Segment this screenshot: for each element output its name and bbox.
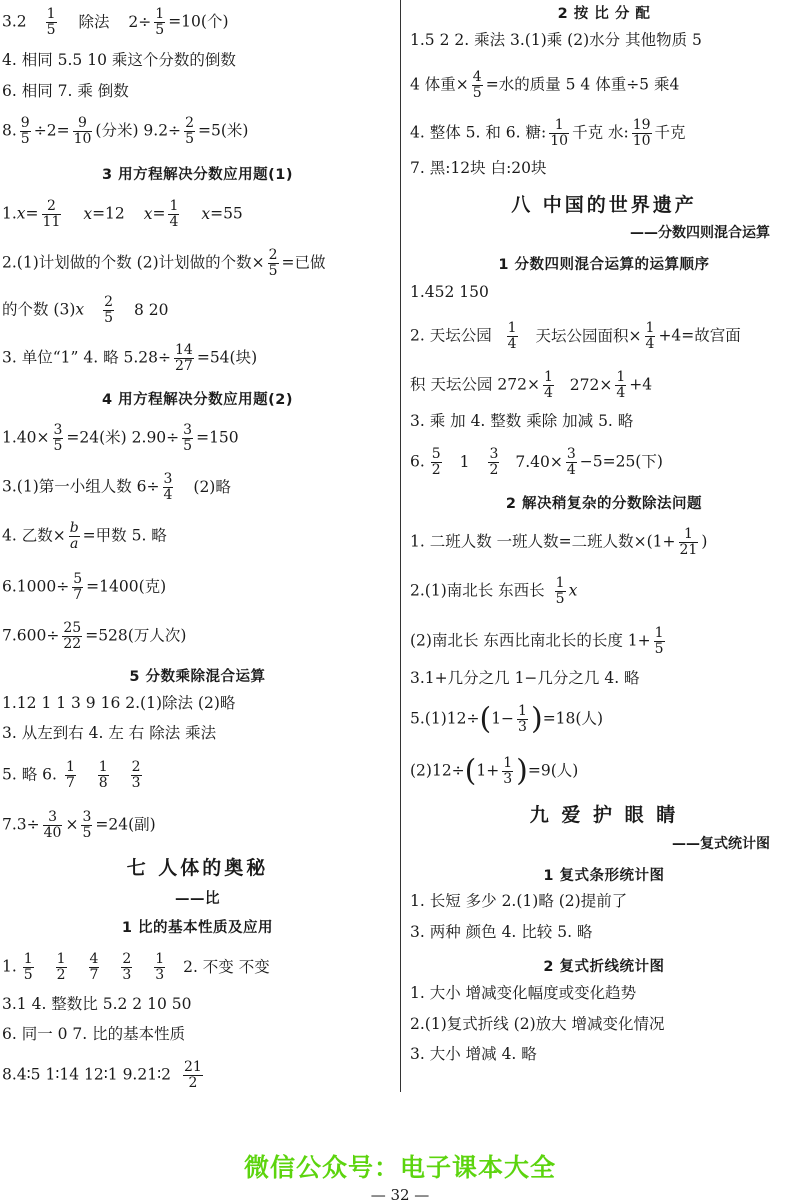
answer-line: 3. 从左到右 4. 左 右 除法 乘法	[2, 724, 217, 742]
unit-subtitle: ——复式统计图	[672, 836, 770, 852]
answer-line: 4 体重× $\frac{4}{5}$ =水的质量 5 4 体重÷5 乘4	[410, 69, 680, 101]
answer-line: 3. 单位“1” 4. 略 5.28÷ $\frac{14}{27}$ =54(块)	[2, 342, 258, 374]
unit-subtitle: ——分数四则混合运算	[630, 225, 770, 241]
answer-line: 8.4∶5 1∶14 12∶1 9.21∶2 $\frac{21}{2}$	[2, 1059, 202, 1091]
answer-line: 8. $\frac{9}{5}$ ÷2= $\frac{9}{10}$ (分米) 9.2÷ $\frac{2}{5}$ =5(米)	[2, 115, 249, 147]
answer-line: 7.600÷ $\frac{25}{22}$ =528(万人次)	[2, 620, 187, 652]
answer-line: 1.452 150	[410, 283, 489, 301]
answer-line: 3.(1)第一小组人数 6÷ $\frac{3}{4}$ (2)略	[2, 471, 231, 503]
answer-line: 3. 大小 增减 4. 略	[410, 1045, 537, 1063]
page-number: — 32 —	[370, 1186, 430, 1204]
answer-line: 7.3÷ $\frac{3}{40}$ × $\frac{3}{5}$ =24(副)	[2, 809, 156, 841]
answer-line: 1. 大小 增减变化幅度或变化趋势	[410, 984, 637, 1002]
section-heading: 1 比的基本性质及应用	[121, 920, 274, 936]
answer-line: 积 天坛公园 272× $\frac{1}{4}$ 272× $\frac{1}{4}$ +4	[410, 369, 653, 401]
answer-line: 1.x= $\frac{2}{11}$ x=12 x= $\frac{1}{4}$ x=55	[2, 198, 243, 230]
section-heading: 2 复式折线统计图	[543, 959, 665, 975]
answer-line: 6. $\frac{5}{2}$ 1 $\frac{3}{2}$ 7.40× $\frac{3}{4}$ −5=25(下)	[410, 446, 663, 478]
answer-line: 2. 天坛公园 $\frac{1}{4}$ 天坛公园面积× $\frac{1}{4}$ +4=故宫面	[410, 320, 741, 352]
answer-line: 5. 略 6. $\frac{1}{7}$ $\frac{1}{8}$ $\frac{2}{3}$	[2, 759, 141, 791]
answer-line: 4. 相同 5.5 10 乘这个分数的倒数	[2, 51, 236, 69]
watermark-text: 微信公众号：电子课本大全	[243, 1153, 556, 1182]
answer-line: 7. 黑:12块 白:20块	[410, 159, 547, 177]
answer-line: 3.2 $\frac{1}{5}$ 除法 2÷ $\frac{1}{5}$ =10(个)	[2, 6, 229, 38]
answer-line: 1.40× $\frac{3}{5}$ =24(米) 2.90÷ $\frac{3}{5}$ =150	[2, 422, 239, 454]
unit-title: 七 人体的奥秘	[126, 857, 269, 879]
section-heading: 5 分数乘除混合运算	[129, 669, 266, 685]
section-heading: 1 复式条形统计图	[543, 868, 665, 884]
answer-line: 1.12 1 1 3 9 16 2.(1)除法 (2)略	[2, 694, 236, 712]
answer-line: 4. 乙数× $\frac{b}{a}$ =甲数 5. 略	[2, 520, 167, 552]
answer-line: 3. 乘 加 4. 整数 乘除 加减 5. 略	[410, 412, 634, 430]
answer-line: 1. $\frac{1}{5}$ $\frac{1}{2}$ $\frac{4}{7}$ $\frac{2}{3}$ $\frac{1}{3}$ 2. 不变 不变	[2, 951, 270, 983]
answer-line: 6. 同一 0 7. 比的基本性质	[2, 1025, 186, 1043]
answer-line: 1. 长短 多少 2.(1)略 (2)提前了	[410, 892, 628, 910]
answer-line: 6.1000÷ $\frac{5}{7}$ =1400(克)	[2, 571, 167, 603]
column-divider	[400, 0, 401, 1092]
answer-line: 3. 两种 颜色 4. 比较 5. 略	[410, 923, 593, 941]
answer-line: 5.(1)12÷(1− $\frac{1}{3}$ )=18(人)	[410, 701, 603, 737]
unit-title: 八 中国的世界遗产	[511, 194, 697, 216]
unit-subtitle: ——比	[175, 891, 220, 907]
answer-line: 3.1 4. 整数比 5.2 2 10 50	[2, 995, 192, 1013]
answer-line: (2)12÷(1+ $\frac{1}{3}$ )=9(人)	[410, 753, 579, 789]
answer-line: 的个数 (3)x $\frac{2}{5}$ 8 20	[2, 294, 169, 326]
section-heading: 1 分数四则混合运算的运算顺序	[498, 257, 710, 273]
answer-line: 2.(1)南北长 东西长 $\frac{1}{5}$ x	[410, 575, 578, 607]
section-heading: 2 按 比 分 配	[557, 6, 651, 22]
section-heading: 4 用方程解决分数应用题(2)	[102, 392, 293, 408]
section-heading: 3 用方程解决分数应用题(1)	[102, 167, 293, 183]
answer-line: 3.1+几分之几 1−几分之几 4. 略	[410, 669, 640, 687]
answer-line: 2.(1)复式折线 (2)放大 增减变化情况	[410, 1015, 665, 1033]
section-heading: 2 解决稍复杂的分数除法问题	[505, 496, 703, 512]
answer-line: 1. 二班人数 一班人数=二班人数×(1+ $\frac{1}{21}$ )	[410, 526, 708, 558]
unit-title: 九 爱 护 眼 睛	[529, 804, 679, 826]
answer-line: 6. 相同 7. 乘 倒数	[2, 82, 129, 100]
answer-line: (2)南北长 东西比南北长的长度 1+ $\frac{1}{5}$	[410, 625, 664, 657]
answer-line: 2.(1)计划做的个数 (2)计划做的个数× $\frac{2}{5}$ =已做	[2, 247, 326, 279]
answer-line: 4. 整体 5. 和 6. 糖: $\frac{1}{10}$ 千克 水: $\frac{19}{10}$ 千克	[410, 117, 686, 149]
answer-line: 1.5 2 2. 乘法 3.(1)乘 (2)水分 其他物质 5	[410, 31, 702, 49]
